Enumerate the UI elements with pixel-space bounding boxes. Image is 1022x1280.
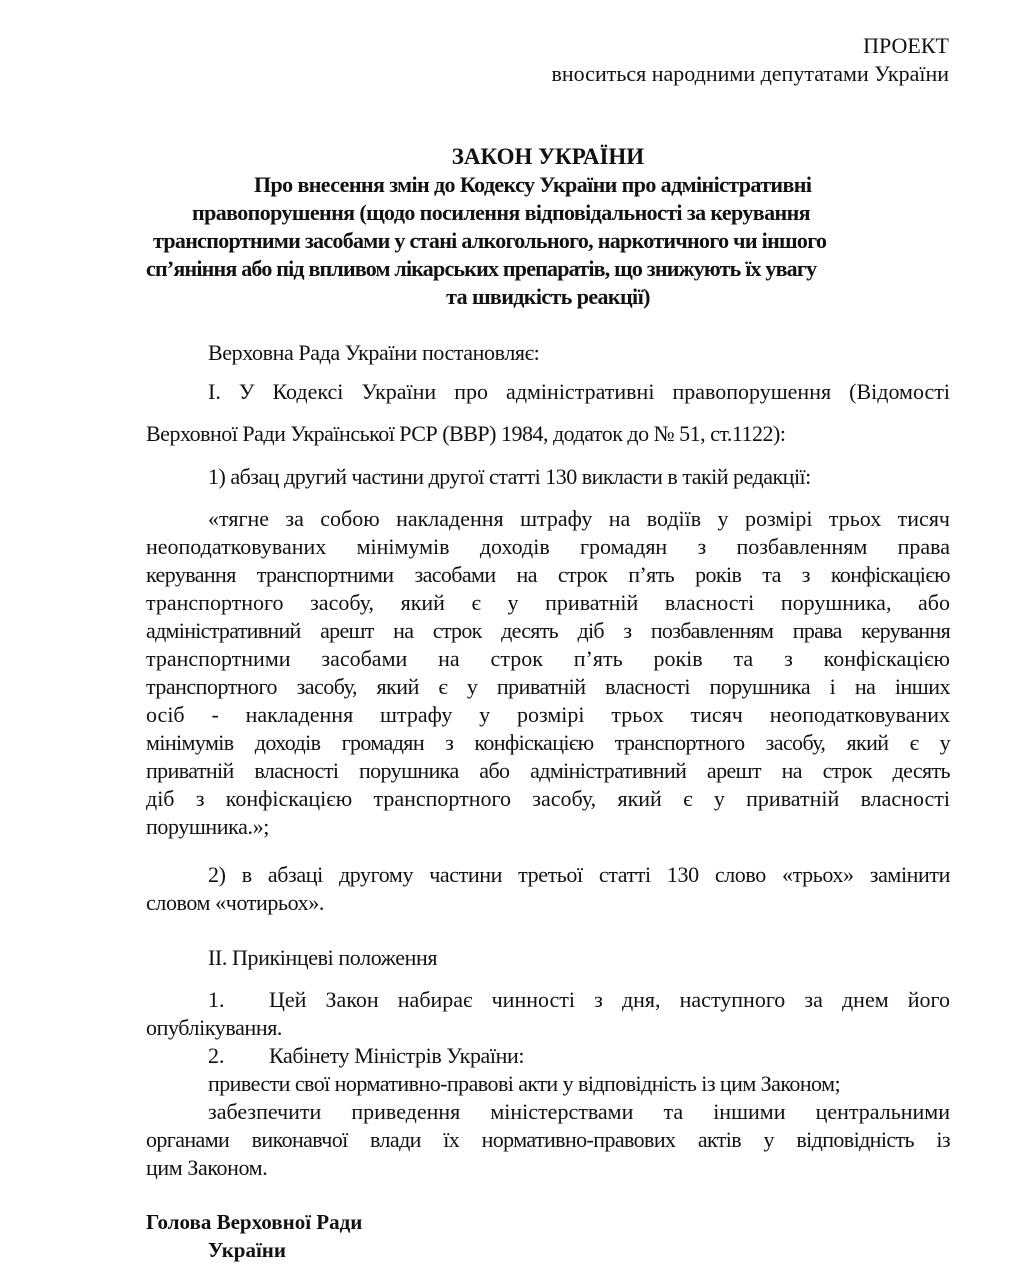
law-subtitle-line: сп’яніння або під впливом лікарських препаратів, що знижують їх увагу [146,256,817,281]
section2-heading: ІІ. Прикінцеві положення [208,945,438,970]
law-subtitle-line: правопорушення (щодо посилення відповідальності за керування [192,200,810,225]
law-subtitle-line: транспортними засобами у стані алкогольного, наркотичного чи іншого [153,228,827,253]
item2-line: 2) в абзаці другому частини третьої статті 130 слово «трьох» замінити [208,862,950,887]
law-heading: ЗАКОН УКРАЇНИ [451,144,645,169]
signature-country: України [208,1238,287,1262]
section2-item2-sub2-line: забезпечити приведення міністерствами та іншими центральними [208,1099,950,1124]
section2-item2-sub1: привести свої нормативно-правові акти у відповідність із цим Законом; [208,1071,841,1096]
quote-line: транспортного засобу, який є у приватній власності порушника, або [146,590,950,615]
section1-intro-line: Верховної Ради Української РСР (ВВР) 1984, додаток до № 51, ст.1122): [146,421,786,446]
draft-status: ПРОЕКТ [863,33,949,58]
item2-line: словом «чотирьох». [146,890,324,915]
preamble: Верховна Рада України постановляє: [208,340,540,365]
quote-line: транспортними засобами на строк п’ять років та з конфіскацією [146,646,950,671]
quote-line: діб з конфіскацією транспортного засобу, який є у приватній власності [146,786,950,811]
section2-item1-line: Цей Закон набирає чинності з дня, наступного за днем його [269,987,950,1012]
section2-item1-line: опублікування. [146,1015,283,1040]
law-subtitle-line: та швидкість реакції) [446,284,650,309]
section2-item2-number: 2. [208,1043,225,1068]
quote-line: керування транспортними засобами на строк п’ять років та з конфіскацією [146,562,950,587]
section2-item1-number: 1. [208,987,225,1012]
quote-line: неоподатковуваних мінімумів доходів громадян з позбавленням права [146,534,950,559]
section2-item2-sub2-line: органами виконавчої влади їх нормативно-правових актів у відповідність із [146,1127,950,1152]
quote-line: «тягне за собою накладення штрафу на водіїв у розмірі трьох тисяч [208,506,950,531]
quote-line: порушника.»; [146,814,269,839]
quote-line: мінімумів доходів громадян з конфіскацією транспортного засобу, який є у [146,730,950,755]
item1-intro: 1) абзац другий частини другої статті 130 викласти в такій редакції: [208,464,811,489]
quote-line: адміністративний арешт на строк десять діб з позбавленням права керування [146,618,950,643]
section2-item2-sub2-line: цим Законом. [146,1155,268,1180]
quote-line: транспортного засобу, який є у приватній власності порушника і на інших [146,674,950,699]
section1-intro-line: І. У Кодексі України про адміністративні правопорушення (Відомості [208,379,950,404]
submitted-by: вноситься народними депутатами України [551,61,949,86]
law-subtitle-line: Про внесення змін до Кодексу України про адміністративні [254,172,812,197]
quote-line: приватній власності порушника або адміністративний арешт на строк десять [146,758,950,783]
section2-item2-text: Кабінету Міністрів України: [269,1043,525,1068]
quote-line: осіб - накладення штрафу у розмірі трьох тисяч неоподатковуваних [146,702,950,727]
signature-title: Голова Верховної Ради [146,1210,363,1234]
